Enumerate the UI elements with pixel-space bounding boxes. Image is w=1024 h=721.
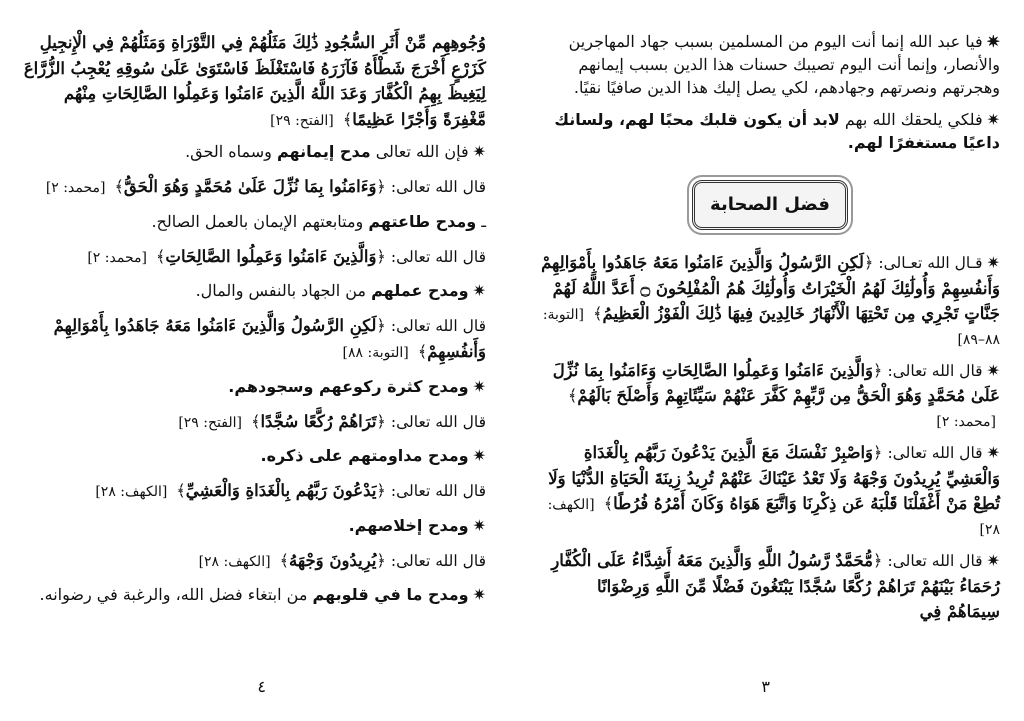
verse-intro: قال الله تعالى: [887, 361, 983, 380]
praise-item [16, 444, 486, 468]
open-bracket-icon: ﴿ [376, 316, 386, 336]
quran-verse: لَكِنِ الرَّسُولُ وَالَّذِينَ ءَامَنُوا مَعَهُ جَاهَدُوا بِأَمْوَالِهِمْ وَأَنفُسِهِمْ [53, 316, 486, 361]
open-bracket-icon: ﴿ [376, 177, 386, 197]
verse-line [16, 409, 486, 435]
praise-item: ✷ومدح ما في قلوبهم من ابتغاء فضل الله، والرغبة في رضوانه. [39, 585, 486, 605]
section-heading: فضل الصحابة [710, 194, 830, 216]
page-number: ٣ [761, 677, 770, 696]
close-bracket-icon: ﴾ [593, 304, 603, 324]
quran-verse: مُّحَمَّدٌ رَّسُولُ اللَّهِ وَالَّذِينَ مَعَهُ أَشِدَّاءُ عَلَى الْكُفَّارِ رُحَمَاءُ بَيْنَهُمْ تَرَاهُمْ رُكَّعًا سُجَّدًا يَبْتَغُونَ فَضْلًا مِّنَ اللَّهِ وَرِضْوَانًا سِيمَاهُمْ فِي [551, 551, 1000, 622]
open-bracket-icon: ﴿ [376, 481, 386, 501]
page-number: ٤ [257, 677, 266, 696]
verse-line [16, 548, 486, 574]
praise-title: ومدح ما في قلوبهم [312, 585, 469, 605]
close-bracket-icon: ﴾ [417, 341, 428, 361]
quran-verse: يَدْعُونَ رَبَّهُم بِالْغَدَاةِ وَالْعَشِيِّ [185, 481, 377, 501]
page-right [540, 30, 1000, 700]
dash-mark: ـ [481, 211, 486, 231]
quran-verse: يُرِيدُونَ وَجْهَهُ [289, 550, 377, 570]
quran-verse: وَءَامَنُوا بِمَا نُزِّلَ عَلَىٰ مُحَمَّدٍ وَهُوَ الْحَقُّ [123, 177, 377, 197]
verse-continuation [16, 30, 486, 132]
close-bracket-icon: ﴾ [251, 411, 261, 431]
praise-title: مدح إيمانهم [277, 142, 371, 162]
open-bracket-icon: ﴿ [376, 246, 386, 266]
star-bullet-icon: ✷ [986, 252, 1000, 272]
star-bullet-icon: ✷ [472, 585, 486, 605]
star-bullet-icon: ✷ [986, 443, 1000, 463]
close-bracket-icon: ﴾ [279, 550, 290, 570]
verse-line [16, 174, 486, 200]
verse-reference: [الكهف: ٢٨] [547, 497, 1000, 539]
praise-title: ومدح عملهم [371, 281, 469, 301]
verse-reference: [محمد: ٢] [936, 414, 996, 431]
verse-reference: [محمد: ٢] [87, 249, 147, 266]
praise-item: ✷فإن الله تعالى مدح إيمانهم وسماه الحق. [185, 142, 486, 162]
quran-verse: لَكِنِ الرَّسُولُ وَالَّذِينَ ءَامَنُوا مَعَهُ جَاهَدُوا بِأَمْوَالِهِمْ وَأَنفُسِهِمْ وَأُولَٰئِكَ لَهُمُ الْخَيْرَاتُ وَأُولَٰئِكَ هُمُ الْمُفْلِحُونَ ۝ أَعَدَّ اللَّهُ لَهُمْ جَنَّاتٍ تَجْرِي مِن تَحْتِهَا الْأَنْهَارُ خَالِدِينَ فِيهَا ذَٰلِكَ الْفَوْزُ الْعَظِيمُ [541, 252, 1000, 324]
praise-title: ومدح مداومتهم على ذكره. [260, 446, 469, 466]
praise-item [16, 375, 486, 399]
close-bracket-icon: ﴾ [342, 109, 353, 129]
star-bullet-icon: ✷ [472, 515, 486, 535]
quran-verse: وُجُوهِهِم مِّنْ أَثَرِ السُّجُودِ ذَٰلِكَ مَثَلُهُمْ فِي التَّوْرَاةِ وَمَثَلُهُمْ فِي الْإِنجِيلِ كَزَرْعٍ أَخْرَجَ شَطْأَهُ فَآزَرَهُ فَاسْتَغْلَظَ فَاسْتَوَىٰ عَلَىٰ سُوقِهِ يُعْجِبُ الزُّرَّاعَ لِيَغِيظَ بِهِمُ الْكُفَّارَ وَعَدَ اللَّهُ الَّذِينَ ءَامَنُوا وَعَمِلُوا الصَّالِحَاتِ مِنْهُم مَّغْفِرَةً وَأَجْرًا عَظِيمًا [23, 33, 486, 129]
open-bracket-icon: ﴿ [376, 550, 386, 570]
praise-item: ـ ومدح طاعتهم ومتابعتهم الإيمان بالعمل الصالح. [151, 211, 486, 231]
verse-intro: قال الله تعالى: [390, 247, 486, 266]
verse-line [16, 478, 486, 504]
quran-verse: وَالَّذِينَ ءَامَنُوا وَعَمِلُوا الصَّالِحَاتِ وَءَامَنُوا بِمَا نُزِّلَ عَلَىٰ مُحَمَّدٍ وَهُوَ الْحَقُّ مِن رَّبِّهِمْ كَفَّرَ عَنْهُمْ سَيِّئَاتِهِمْ وَأَصْلَحَ بَالَهُمْ [552, 360, 1000, 406]
open-bracket-icon: ﴿ [376, 411, 386, 431]
star-bullet-icon: ✷ [472, 281, 486, 301]
verse-reference: [التوبة: ٨٨] [342, 344, 409, 361]
star-bullet-icon: ✷ [986, 551, 1000, 571]
verse-reference: [الكهف: ٢٨] [198, 553, 271, 570]
close-bracket-icon: ﴾ [114, 177, 124, 197]
quran-verse: تَرَاهُمْ رُكَّعًا سُجَّدًا [260, 411, 377, 431]
verse-intro: قال الله تعالى: [887, 444, 983, 463]
section-heading-frame [692, 180, 848, 230]
verse-reference: [التوبة: ٨٨–٨٩] [542, 307, 1000, 348]
open-bracket-icon: ﴿ [873, 360, 883, 380]
open-bracket-icon: ﴿ [873, 443, 883, 463]
star-bullet-icon: ✷ [472, 446, 486, 466]
open-bracket-icon: ﴿ [873, 551, 883, 571]
verse-intro: قال الله تعالى: [887, 552, 983, 571]
page-left [16, 30, 486, 700]
verse-intro: قال الله تعالى: [390, 178, 486, 197]
verse-reference: [الكهف: ٢٨] [95, 484, 168, 501]
praise-item [16, 514, 486, 538]
love-paragraph [540, 108, 1000, 154]
star-bullet-icon: ✷ [986, 360, 1000, 380]
verse-reference: [الفتح: ٢٩] [178, 414, 242, 431]
close-bracket-icon: ﴾ [156, 246, 166, 266]
verse-reference: [الفتح: ٢٩] [270, 112, 334, 129]
star-bullet-icon: ✷ [986, 109, 1000, 129]
verse-reference: [محمد: ٢] [45, 180, 106, 197]
quran-verse: وَاصْبِرْ نَفْسَكَ مَعَ الَّذِينَ يَدْعُونَ رَبَّهُم بِالْغَدَاةِ وَالْعَشِيِّ يُرِيدُونَ وَجْهَهُ وَلَا تَعْدُ عَيْنَاكَ عَنْهُمْ تُرِيدُ زِينَةَ الْحَيَاةِ الدُّنْيَا وَلَا تُطِعْ مَنْ أَغْفَلْنَا قَلْبَهُ عَن ذِكْرِنَا وَاتَّبَعَ هَوَاهُ وَكَانَ أَمْرُهُ فُرُطًا [548, 443, 1000, 514]
verse-intro: قال الله تعالى: [390, 317, 486, 336]
open-bracket-icon: ﴿ [863, 252, 874, 272]
verse-block [540, 548, 1000, 625]
verse-block [540, 358, 1000, 432]
love-lead: فلكي يلحقك الله بهم [844, 109, 983, 129]
verse-line [16, 313, 486, 364]
verse-line [16, 244, 486, 270]
close-bracket-icon: ﴾ [176, 481, 186, 501]
verse-intro: قال الله تعالى: [390, 412, 486, 431]
star-bullet-icon: ✷ [472, 142, 486, 162]
verse-intro: قال الله تعالى: [390, 551, 486, 570]
star-bullet-icon: ✷ [472, 376, 486, 396]
star-bullet-icon: ✷ [986, 32, 1000, 51]
close-bracket-icon: ﴾ [568, 386, 578, 406]
praise-title: ومدح طاعتهم [368, 211, 477, 231]
praise-title: ومدح كثرة ركوعهم وسجودهم. [228, 376, 469, 396]
verse-intro: قال الله تعالى: [390, 482, 486, 501]
love-emphasis: لابد أن يكون قلبك محبًا لهم، ولسانك داعيًا مستغفرًا لهم. [554, 109, 1000, 152]
praise-title: ومدح إخلاصهم. [348, 515, 469, 535]
verse-intro: قـال الله تعـالى: [878, 253, 983, 272]
intro-paragraph: ✷فيا عبد الله إنما أنت اليوم من المسلمين بسبب جهاد المهاجرين والأنصار، وإنما أنت اليوم تصيبك حسنات هذا الدين بسبب إيمانهم وهجرتهم ونصرتهم وجهادهم، لكي يصل إليك هذا الدين صافيًا نقيًا. [568, 32, 1000, 98]
quran-verse: وَالَّذِينَ ءَامَنُوا وَعَمِلُوا الصَّالِحَاتِ [165, 246, 377, 266]
praise-item: ✷ومدح عملهم من الجهاد بالنفس والمال. [195, 281, 486, 301]
close-bracket-icon: ﴾ [603, 494, 614, 514]
verse-block [540, 250, 1000, 350]
verse-block [540, 440, 1000, 540]
